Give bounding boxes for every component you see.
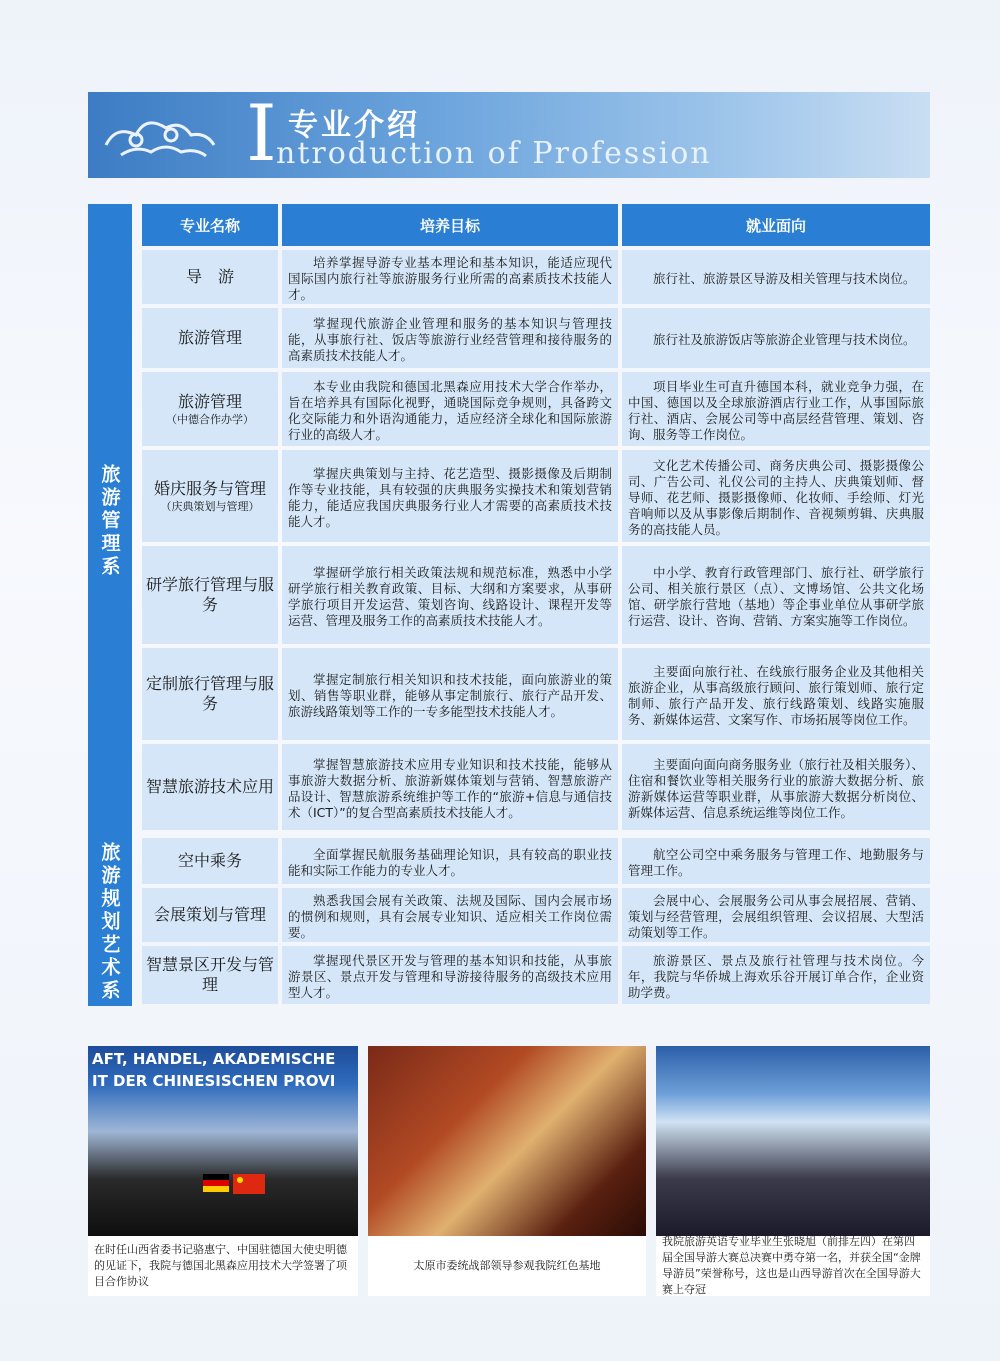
major-name: 婚庆服务与管理	[153, 478, 266, 498]
employment-text: 旅行社及旅游饭店等旅游企业管理与技术岗位。	[653, 332, 916, 347]
photo-red-base-visit	[368, 1046, 646, 1236]
photo-guide-competition	[656, 1046, 930, 1236]
major-name-cell	[142, 250, 278, 304]
category-tourism-management: 旅游管理系	[88, 204, 132, 838]
training-goal-cell	[282, 838, 618, 884]
major-name: 旅游管理	[177, 391, 242, 411]
photo-caption: 太原市委统战部领导参观我院红色基地	[368, 1236, 646, 1296]
training-goal-text: 掌握定制旅行相关知识和技术技能，面向旅游业的策划、销售等职业群，能够从事定制旅行、旅行产品开发、旅游线路策划等工作的一专多能型技术技能人才。	[288, 672, 612, 719]
major-name: 定制旅行管理与服务	[145, 674, 274, 713]
major-name-cell	[142, 946, 278, 1004]
major-name-cell	[142, 372, 278, 446]
employment-text: 项目毕业生可直升德国本科，就业竞争力强，在中国、德国以及全球旅游酒店行业工作，从事国际旅行社、酒店、会展公司等中高层经营管理、策划、咨询、服务等工作岗位。	[628, 379, 924, 442]
employment-text: 主要面向旅行社、在线旅行服务企业及其他相关旅游企业，从事高级旅行顾问、旅行策划师、旅行定制师、旅行产品开发、旅行线路策划、线路实施服务、新媒体运营、文案写作、市场拓展等岗位工作。	[628, 664, 924, 727]
employment-cell	[622, 308, 930, 368]
major-name: 研学旅行管理与服务	[145, 575, 274, 614]
major-name-cell	[142, 648, 278, 740]
header-training-goal: 培养目标	[282, 204, 618, 246]
header-employment: 就业面向	[622, 204, 930, 246]
major-name: 智慧旅游技术应用	[145, 777, 274, 796]
employment-text: 旅行社、旅游景区导游及相关管理与技术岗位。	[653, 271, 916, 286]
employment-cell	[622, 250, 930, 304]
training-goal-text: 本专业由我院和德国北黑森应用技术大学合作举办，旨在培养具有国际化视野，通晓国际竞争规则，具备跨文化交际能力和外语沟通能力，适应经济全球化和国际旅游行业的高级人才。	[288, 379, 612, 442]
training-goal-cell	[282, 648, 618, 740]
training-goal-cell	[282, 888, 618, 942]
title-initial: I	[246, 89, 277, 179]
major-subtitle: （庆典策划与管理）	[160, 499, 260, 513]
major-name: 空中乘务	[177, 851, 242, 870]
header-major-name: 专业名称	[142, 204, 278, 246]
training-goal-text: 掌握研学旅行相关政策法规和规范标准，熟悉中小学研学旅行相关教育政策、目标、大纲和方案要求，从事研学旅行项目开发运营、策划咨询、线路设计、课程开发等运营、管理及服务工作的高素质技术技能人才。	[288, 565, 612, 628]
training-goal-text: 掌握现代旅游企业管理和服务的基本知识与管理技能，从事旅行社、饭店等旅游行业经营管理和接待服务的高素质技术技能人才。	[288, 316, 612, 363]
employment-text: 主要面向面向商务服务业（旅行社及相关服务）、住宿和餐饮业等相关服务行业的旅游大数据分析、旅游新媒体运营等职业群，从事旅游大数据分析岗位、新媒体运营、信息系统运维等岗位工作。	[628, 757, 924, 820]
category-tourism-planning-art: 旅游规划艺术系	[88, 838, 132, 1006]
training-goal-cell	[282, 250, 618, 304]
training-goal-text: 熟悉我国会展有关政策、法规及国际、国内会展市场的惯例和规则，具有会展专业知识、适应相关工作岗位需要。	[288, 893, 612, 940]
employment-cell	[622, 744, 930, 830]
major-name-cell	[142, 308, 278, 368]
employment-cell	[622, 946, 930, 1004]
employment-cell	[622, 546, 930, 644]
employment-cell	[622, 450, 930, 542]
training-goal-text: 掌握现代景区开发与管理的基本知识和技能，从事旅游景区、景点开发与管理和导游接待服务的高级技术应用型人才。	[288, 953, 612, 1000]
training-goal-cell	[282, 546, 618, 644]
employment-text: 中小学、教育行政管理部门、旅行社、研学旅行公司、相关旅行景区（点）、文博场馆、公共文化场馆、研学旅行营地（基地）等企事业单位从事研学旅行运营、设计、咨询、营销、方案实施等工作岗位。	[628, 565, 924, 628]
photo-caption: 在时任山西省委书记骆惠宁、中国驻德国大使史明德的见证下，我院与德国北黑森应用技术大学签署了项目合作协议	[88, 1236, 358, 1296]
flags-icon	[88, 1046, 358, 1236]
training-goal-cell	[282, 744, 618, 830]
header-banner	[88, 89, 930, 179]
page-subtitle: ntroduction of Profession	[276, 136, 712, 171]
major-name: 导 游	[185, 267, 234, 286]
training-goal-cell	[282, 946, 618, 1004]
major-subtitle: （中德合作办学）	[166, 412, 254, 426]
major-name-cell	[142, 546, 278, 644]
major-name-cell	[142, 744, 278, 830]
employment-text: 航空公司空中乘务服务与管理工作、地勤服务与管理工作。	[628, 847, 924, 878]
page-title: 专业介绍	[288, 108, 420, 143]
employment-cell	[622, 648, 930, 740]
employment-cell	[622, 888, 930, 942]
major-name-cell	[142, 888, 278, 942]
employment-cell	[622, 372, 930, 446]
major-name: 旅游管理	[177, 328, 242, 347]
training-goal-cell	[282, 372, 618, 446]
training-goal-text: 掌握智慧旅游技术应用专业知识和技术技能，能够从事旅游大数据分析、旅游新媒体策划与营销、智慧旅游产品设计、智慧旅游系统维护等工作的“旅游+信息与通信技术（ICT）”的复合型高素质技术技能人才。	[288, 757, 612, 820]
major-name: 智慧景区开发与管理	[145, 955, 274, 994]
major-name-cell	[142, 450, 278, 542]
training-goal-cell	[282, 450, 618, 542]
training-goal-text: 培养掌握导游专业基本理论和基本知识，能适应现代国际国内旅行社等旅游服务行业所需的高素质技术技能人才。	[288, 255, 612, 302]
employment-text: 旅游景区、景点及旅行社管理与技术岗位。今年，我院与华侨城上海欢乐谷开展订单合作，企业资助学费。	[628, 953, 924, 1000]
employment-text: 文化艺术传播公司、商务庆典公司、摄影摄像公司、广告公司、礼仪公司的主持人、庆典策划师、督导师、花艺师、摄影摄像师、化妆师、手绘师、灯光音响师以及从事影像后期制作、音视频剪辑、庆典服务的高技能人员。	[628, 458, 924, 537]
photo-signing-ceremony	[88, 1046, 358, 1236]
photo-banner-text: AFT, HANDEL, AKADEMISCHE IT DER CHINESISCHEN PROVI	[92, 1050, 336, 1090]
major-name-cell	[142, 838, 278, 884]
training-goal-text: 掌握庆典策划与主持、花艺造型、摄影摄像及后期制作等专业技能，具有较强的庆典服务实操技术和策划营销能力，能适应我国庆典服务行业人才需要的高素质技术技能人才。	[288, 466, 612, 529]
training-goal-cell	[282, 308, 618, 368]
major-name: 会展策划与管理	[153, 905, 266, 924]
employment-cell	[622, 838, 930, 884]
training-goal-text: 全面掌握民航服务基础理论知识，具有较高的职业技能和实际工作能力的专业人才。	[288, 847, 612, 878]
employment-text: 会展中心、会展服务公司从事会展招展、营销、策划与经营管理，会展组织管理、会议招展、大型活动策划等工作。	[628, 893, 924, 940]
cloud-ornament-icon	[96, 100, 226, 170]
photo-caption: 我院旅游英语专业毕业生张晓旭（前排左四）在第四届全国导游大赛总决赛中勇夺第一名，并获全国“金牌导游员”荣誉称号，这也是山西导游首次在全国导游大赛上夺冠	[656, 1236, 930, 1296]
